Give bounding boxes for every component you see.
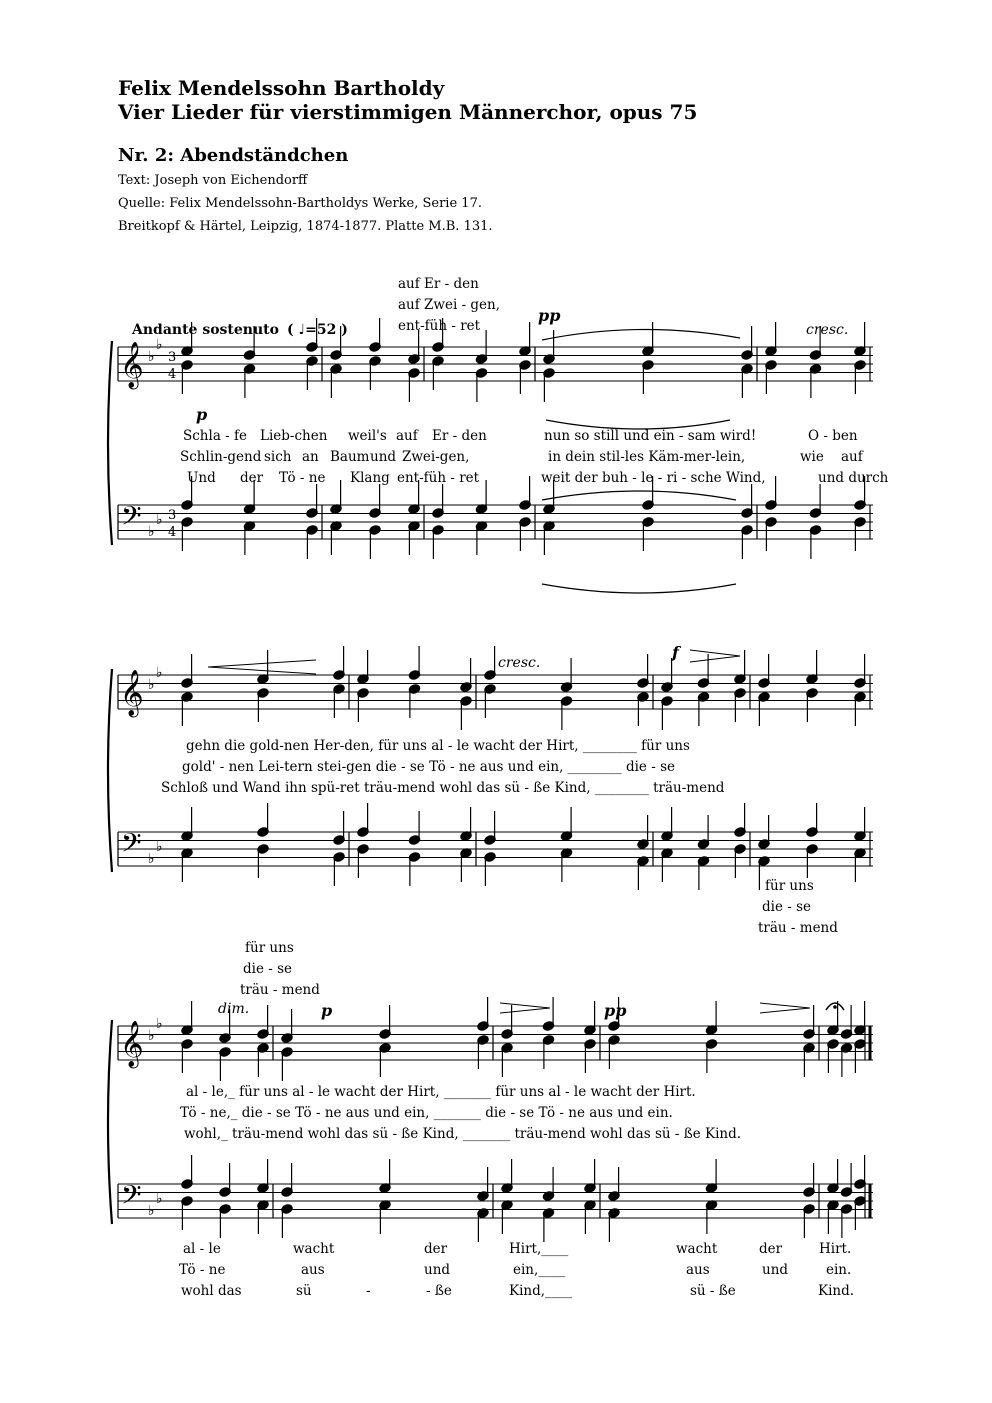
lyric-s1-v2i: auf xyxy=(841,449,863,465)
lyric-s1-v2d: Baum xyxy=(330,449,370,465)
metronome-mark: ( ♩=52 ) xyxy=(287,322,348,338)
lyric-s3-v2: Tö - ne,_ die - se Tö - ne aus und ein, _______ die - se Tö - ne aus und ein. xyxy=(180,1105,673,1121)
lyric-s3-b1g: Hirt. xyxy=(819,1241,852,1257)
system-bracket xyxy=(108,341,112,545)
decrescendo-hairpin xyxy=(760,1003,810,1013)
bass-clef-icon: 𝄢 xyxy=(121,827,142,865)
time-sig-4: 4 xyxy=(168,525,177,540)
lyric-s1-v3a: Und xyxy=(187,470,216,486)
flat-icon: ♭ xyxy=(148,1203,155,1219)
lyric-s1-v3f: weit der buh - le - ri - sche Wind, xyxy=(541,470,766,486)
lyric-s3-b1d: Hirt,____ xyxy=(509,1241,569,1257)
system-bracket xyxy=(108,1020,112,1224)
lyric-s1-v3b: der xyxy=(240,470,264,486)
lyric-s3-b1e: wacht xyxy=(676,1241,718,1257)
lyric-s2-bass-1: für uns xyxy=(765,878,814,894)
lyric-s2-v2: gold' - nen Lei-tern stei-gen die - se Tö - ne aus und ein, ________ die - se xyxy=(182,759,675,775)
lyric-s3-b2c: und xyxy=(424,1262,451,1278)
flat-icon: ♭ xyxy=(148,349,155,365)
lyric-s3-b2a: Tö - ne xyxy=(179,1262,226,1278)
slur xyxy=(542,329,740,340)
source-line-2: Breitkopf & Härtel, Leipzig, 1874-1877. Platte M.B. 131. xyxy=(118,219,493,234)
time-sig-3: 3 xyxy=(168,508,177,523)
lyric-above-3: ent-füh - ret xyxy=(398,318,481,334)
lyric-s1-v1a: Schla - fe xyxy=(183,428,247,444)
lyric-s1-v3g: und durch xyxy=(818,470,889,486)
lyric-s3-b1a: al - le xyxy=(183,1241,221,1257)
dynamic-pp-2: pp xyxy=(604,1001,627,1020)
tempo-label: Andante sostenuto xyxy=(132,322,279,338)
lyric-s1-v2b: sich xyxy=(264,449,292,465)
lyric-s1-v2f: Zwei-gen, xyxy=(402,449,470,465)
time-sig-3: 3 xyxy=(168,350,177,365)
system-bracket xyxy=(108,669,112,872)
lyric-s3-above-1: für uns xyxy=(245,940,294,956)
lyric-s2-bass-2: die - se xyxy=(762,899,812,915)
composer-title: Felix Mendelssohn Bartholdy xyxy=(118,76,445,100)
bass-clef-icon: 𝄢 xyxy=(121,500,142,538)
flat-icon: ♭ xyxy=(156,512,163,528)
lyric-s3-b3e: Kind,____ xyxy=(509,1283,573,1299)
lyric-s3-b3d: - ße xyxy=(426,1283,452,1299)
time-sig-4: 4 xyxy=(168,367,177,382)
lyric-s1-v2h: wie xyxy=(800,449,824,465)
lyric-s1-v3d: Klang xyxy=(350,470,390,486)
flat-icon: ♭ xyxy=(156,839,163,855)
flat-icon: ♭ xyxy=(148,524,155,540)
work-title: Vier Lieder für vierstimmigen Männerchor, opus 75 xyxy=(118,100,698,124)
lyric-s3-b2g: ein. xyxy=(826,1262,852,1278)
lyric-above-2: auf Zwei - gen, xyxy=(398,297,501,313)
lyric-s1-v2g: in dein stil-les Käm-mer-lein, xyxy=(548,449,746,465)
cresc-mark-2: cresc. xyxy=(498,655,541,671)
dynamic-p: p xyxy=(196,405,208,424)
text-credit: Text: Joseph von Eichendorff xyxy=(118,173,308,188)
treble-clef-icon: 𝄞 xyxy=(120,342,144,388)
lyric-s3-b2b: aus xyxy=(301,1262,325,1278)
flat-icon: ♭ xyxy=(156,337,163,353)
flat-icon: ♭ xyxy=(156,1191,163,1207)
lyric-s3-b2f: und xyxy=(762,1262,789,1278)
lyric-s2-v3: Schloß und Wand ihn spü-ret träu-mend wohl das sü - ße Kind, ________ träu-mend xyxy=(161,780,725,796)
piece-title: Nr. 2: Abendständchen xyxy=(118,145,349,166)
lyric-s1-v1g: O - ben xyxy=(808,428,858,444)
lyric-s3-b3g: Kind. xyxy=(818,1283,855,1299)
lyric-s3-b2e: aus xyxy=(686,1262,710,1278)
bass-clef-icon: 𝄢 xyxy=(121,1179,142,1217)
crescendo-hairpin xyxy=(208,660,316,674)
treble-clef-icon: 𝄞 xyxy=(120,1021,144,1067)
lyric-s3-b3b: sü xyxy=(296,1283,312,1299)
treble-clef-icon: 𝄞 xyxy=(120,670,144,716)
lyric-s3-above-2: die - se xyxy=(243,961,293,977)
lyric-s1-v2e: und xyxy=(370,449,397,465)
flat-icon: ♭ xyxy=(148,677,155,693)
lyric-s1-v1f: nun so still und ein - sam wird! xyxy=(544,428,757,444)
lyric-s3-b3c: - xyxy=(366,1283,371,1299)
lyric-s3-b1c: der xyxy=(424,1241,448,1257)
lyric-s3-above-3: träu - mend xyxy=(240,982,320,998)
lyric-s2-v1: gehn die gold-nen Her-den, für uns al - le wacht der Hirt, ________ für uns xyxy=(186,738,690,754)
lyric-s1-v3c: Tö - ne xyxy=(279,470,326,486)
lyric-s3-b3f: sü - ße xyxy=(690,1283,736,1299)
slur xyxy=(542,491,736,500)
flat-icon: ♭ xyxy=(148,851,155,867)
lyric-s3-v3: wohl,_ träu-mend wohl das sü - ße Kind, _______ träu-mend wohl das sü - ße Kind. xyxy=(184,1126,742,1142)
lyric-above-1: auf Er - den xyxy=(398,276,479,292)
lyric-s3-b3a: wohl das xyxy=(181,1283,242,1299)
lyric-s1-v1d: auf xyxy=(396,428,418,444)
lyric-s3-b1f: der xyxy=(759,1241,783,1257)
source-line-1: Quelle: Felix Mendelssohn-Bartholdys Werke, Serie 17. xyxy=(118,196,482,211)
decrescendo-hairpin xyxy=(690,650,740,662)
lyric-s1-v2c: an xyxy=(302,449,319,465)
fermata-dot xyxy=(833,1005,837,1009)
lyric-s3-v1: al - le,_ für uns al - le wacht der Hirt, _______ für uns al - le wacht der Hirt. xyxy=(186,1084,696,1100)
dynamic-f: f xyxy=(672,643,679,662)
lyric-s1-v1c: weil's xyxy=(348,428,387,444)
lyric-s1-v1b: Lieb-chen xyxy=(260,428,328,444)
dim-mark: dim. xyxy=(218,1001,250,1017)
flat-icon: ♭ xyxy=(156,1016,163,1032)
flat-icon: ♭ xyxy=(156,665,163,681)
dynamic-p-2: p xyxy=(321,1001,333,1020)
lyric-s1-v3e: ent-füh - ret xyxy=(397,470,480,486)
slur xyxy=(542,584,736,593)
lyric-s3-b2d: ein,____ xyxy=(513,1262,566,1278)
cresc-mark: cresc. xyxy=(806,322,849,338)
dynamic-pp: pp xyxy=(538,306,561,325)
flat-icon: ♭ xyxy=(148,1028,155,1044)
lyric-s1-v1e: Er - den xyxy=(432,428,487,444)
lyric-s3-b1b: wacht xyxy=(293,1241,335,1257)
lyric-s1-v2a: Schlin-gend xyxy=(180,449,262,465)
decrescendo-hairpin xyxy=(500,1003,550,1013)
lyric-s2-bass-3: träu - mend xyxy=(758,920,838,936)
